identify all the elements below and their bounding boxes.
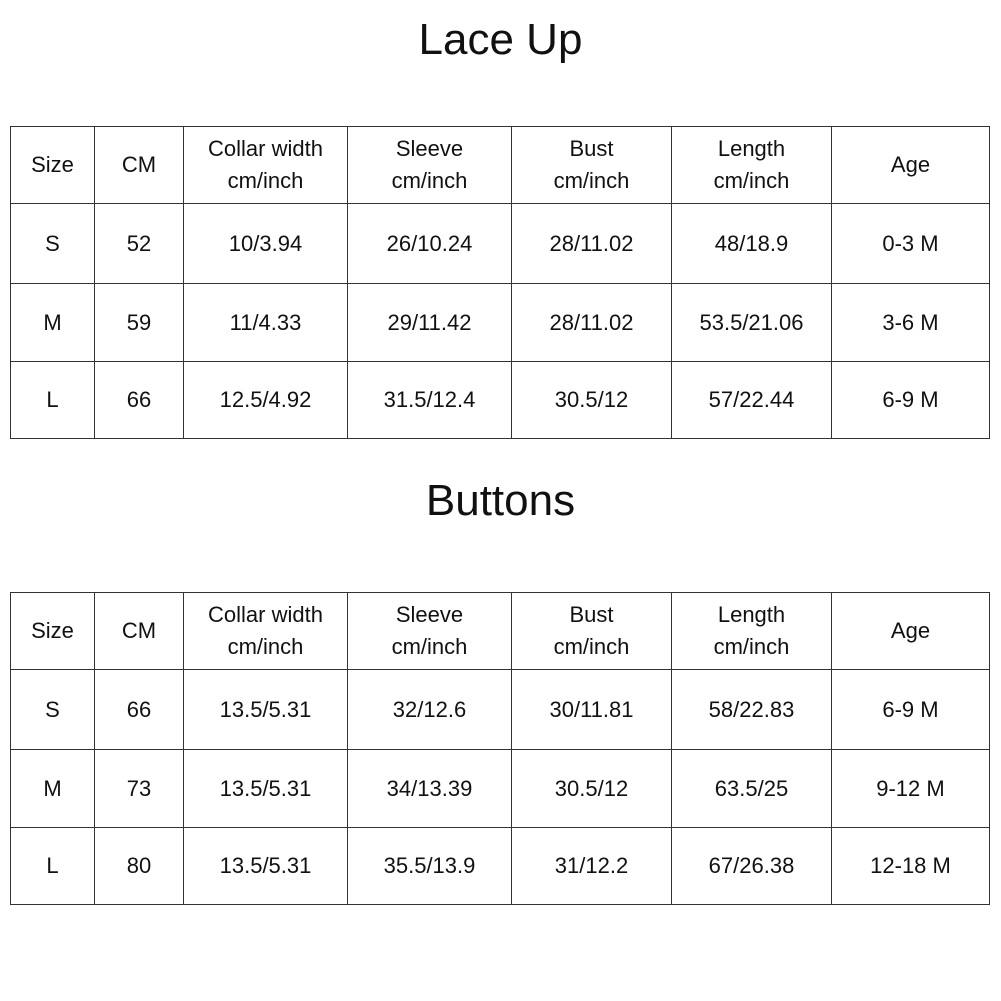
cell-age: 6-9 M	[832, 670, 990, 750]
cell-sleeve: 26/10.24	[348, 204, 512, 284]
header-sleeve: Sleeve cm/inch	[348, 127, 512, 204]
cell-length: 67/26.38	[672, 828, 832, 905]
cell-age: 6-9 M	[832, 362, 990, 439]
header-collar-width: Collar width cm/inch	[184, 127, 348, 204]
table-row	[11, 362, 990, 439]
cell-cm: 66	[95, 670, 184, 750]
table-row	[11, 204, 990, 284]
cell-bust: 30.5/12	[512, 362, 672, 439]
cell-sleeve: 29/11.42	[348, 284, 512, 362]
cell-length: 58/22.83	[672, 670, 832, 750]
cell-size: L	[11, 828, 95, 905]
cell-age: 3-6 M	[832, 284, 990, 362]
header-sleeve: Sleeve cm/inch	[348, 593, 512, 670]
cell-collar-width: 13.5/5.31	[184, 750, 348, 828]
cell-bust: 30/11.81	[512, 670, 672, 750]
header-size: Size	[11, 593, 95, 670]
cell-cm: 59	[95, 284, 184, 362]
header-bust: Bust cm/inch	[512, 127, 672, 204]
cell-bust: 31/12.2	[512, 828, 672, 905]
table-row	[11, 670, 990, 750]
cell-age: 12-18 M	[832, 828, 990, 905]
cell-collar-width: 11/4.33	[184, 284, 348, 362]
table-header-row	[11, 593, 990, 670]
cell-sleeve: 32/12.6	[348, 670, 512, 750]
header-age: Age	[832, 127, 990, 204]
table-row	[11, 284, 990, 362]
cell-size: M	[11, 284, 95, 362]
cell-sleeve: 34/13.39	[348, 750, 512, 828]
section-title-lace-up: Lace Up	[418, 15, 583, 64]
cell-age: 0-3 M	[832, 204, 990, 284]
cell-collar-width: 13.5/5.31	[184, 670, 348, 750]
header-bust: Bust cm/inch	[512, 593, 672, 670]
cell-age: 9-12 M	[832, 750, 990, 828]
size-table-buttons	[10, 592, 990, 905]
cell-cm: 80	[95, 828, 184, 905]
header-length: Length cm/inch	[672, 127, 832, 204]
table-header-row	[11, 127, 990, 204]
cell-size: L	[11, 362, 95, 439]
cell-size: S	[11, 204, 95, 284]
header-age: Age	[832, 593, 990, 670]
cell-cm: 66	[95, 362, 184, 439]
cell-bust: 28/11.02	[512, 284, 672, 362]
header-length: Length cm/inch	[672, 593, 832, 670]
cell-sleeve: 31.5/12.4	[348, 362, 512, 439]
size-table-lace-up	[10, 126, 990, 439]
cell-bust: 28/11.02	[512, 204, 672, 284]
table-row	[11, 828, 990, 905]
section-title-buttons: Buttons	[425, 476, 576, 525]
cell-length: 53.5/21.06	[672, 284, 832, 362]
cell-size: S	[11, 670, 95, 750]
cell-size: M	[11, 750, 95, 828]
cell-sleeve: 35.5/13.9	[348, 828, 512, 905]
cell-bust: 30.5/12	[512, 750, 672, 828]
cell-cm: 73	[95, 750, 184, 828]
header-cm: CM	[95, 593, 184, 670]
header-collar-width: Collar width cm/inch	[184, 593, 348, 670]
header-size: Size	[11, 127, 95, 204]
cell-collar-width: 13.5/5.31	[184, 828, 348, 905]
cell-length: 57/22.44	[672, 362, 832, 439]
cell-cm: 52	[95, 204, 184, 284]
table-row	[11, 750, 990, 828]
cell-length: 48/18.9	[672, 204, 832, 284]
cell-collar-width: 10/3.94	[184, 204, 348, 284]
header-cm: CM	[95, 127, 184, 204]
cell-length: 63.5/25	[672, 750, 832, 828]
cell-collar-width: 12.5/4.92	[184, 362, 348, 439]
